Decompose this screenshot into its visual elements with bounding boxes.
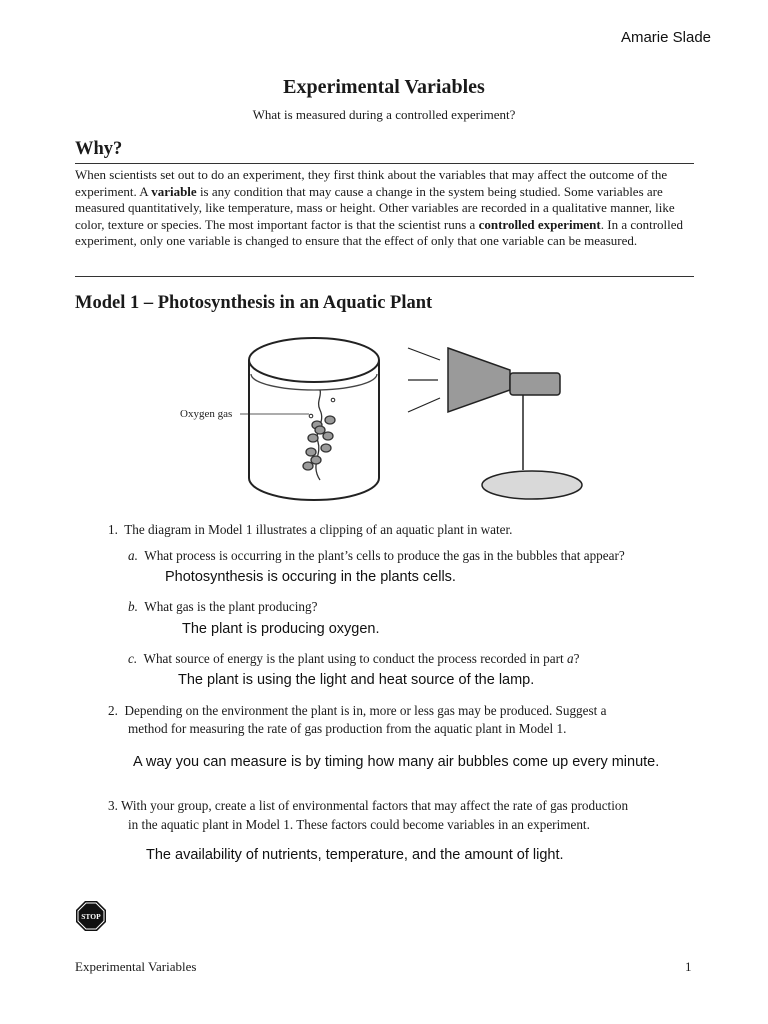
beaker-illustration <box>249 338 379 500</box>
question-2: 2. Depending on the environment the plant is in, more or less gas may be produced. Suggest a <box>108 703 607 718</box>
question-2-line2: method for measuring the rate of gas production from the aquatic plant in Model 1. <box>128 721 567 736</box>
answer-2[interactable]: A way you can measure is by timing how many air bubbles come up every minute. <box>133 754 660 770</box>
answer-3[interactable]: The availability of nutrients, temperature, and the amount of light. <box>146 847 564 863</box>
stop-sign-label: STOP <box>81 912 101 921</box>
why-heading: Why? <box>75 139 123 159</box>
answer-1c[interactable]: The plant is using the light and heat source of the lamp. <box>178 672 535 688</box>
model1-heading: Model 1 – Photosynthesis in an Aquatic Plant <box>75 293 433 313</box>
student-name: Amarie Slade <box>620 29 711 46</box>
why-top-rule <box>75 163 694 164</box>
page-title: Experimental Variables <box>283 76 485 98</box>
question-3-line2: in the aquatic plant in Model 1. These factors could become variables in an experiment. <box>128 817 590 832</box>
light-rays <box>408 348 440 412</box>
answer-1a[interactable]: Photosynthesis is occuring in the plants cells. <box>165 569 456 585</box>
stop-sign-icon <box>75 900 107 932</box>
question-3: 3. With your group, create a list of environmental factors that may affect the rate of gas production <box>108 798 629 813</box>
question-1: 1. The diagram in Model 1 illustrates a clipping of an aquatic plant in water. <box>108 522 513 537</box>
page-number: 1 <box>685 959 692 974</box>
term-controlled-experiment: controlled experiment <box>478 216 601 232</box>
why-bottom-rule <box>75 276 694 277</box>
oxygen-gas-label: Oxygen gas <box>180 408 233 420</box>
photosynthesis-diagram <box>170 330 600 510</box>
term-variable: variable <box>151 183 197 199</box>
gas-bubble <box>309 414 313 418</box>
page-subtitle: What is measured during a controlled experiment? <box>252 107 516 122</box>
question-1a: a. What process is occurring in the plant’s cells to produce the gas in the bubbles that appear? <box>128 548 625 563</box>
gas-bubble <box>331 398 335 402</box>
footer-title: Experimental Variables <box>75 959 197 974</box>
why-paragraph: When scientists set out to do an experiment, they first think about the variables that may affect the outcome of the experiment. A variable is any condition that may cause a change in the system being studied. Some variables are measured quantitatively, like temperature, mass or height. Other variables are recorded in a qualitative manner, like color, texture or species. The most important factor is that the scientist runs a controlled experiment. In a controlled experiment, only one variable is changed to ensure that the effect of only that one variable can be measured. <box>75 167 684 249</box>
answer-1b[interactable]: The plant is producing oxygen. <box>182 621 380 637</box>
question-1b: b. What gas is the plant producing? <box>128 599 318 614</box>
question-1c: c. What source of energy is the plant using to conduct the process recorded in part a? <box>128 651 580 666</box>
aquatic-plant-illustration <box>303 390 335 480</box>
lamp-illustration <box>448 348 582 499</box>
